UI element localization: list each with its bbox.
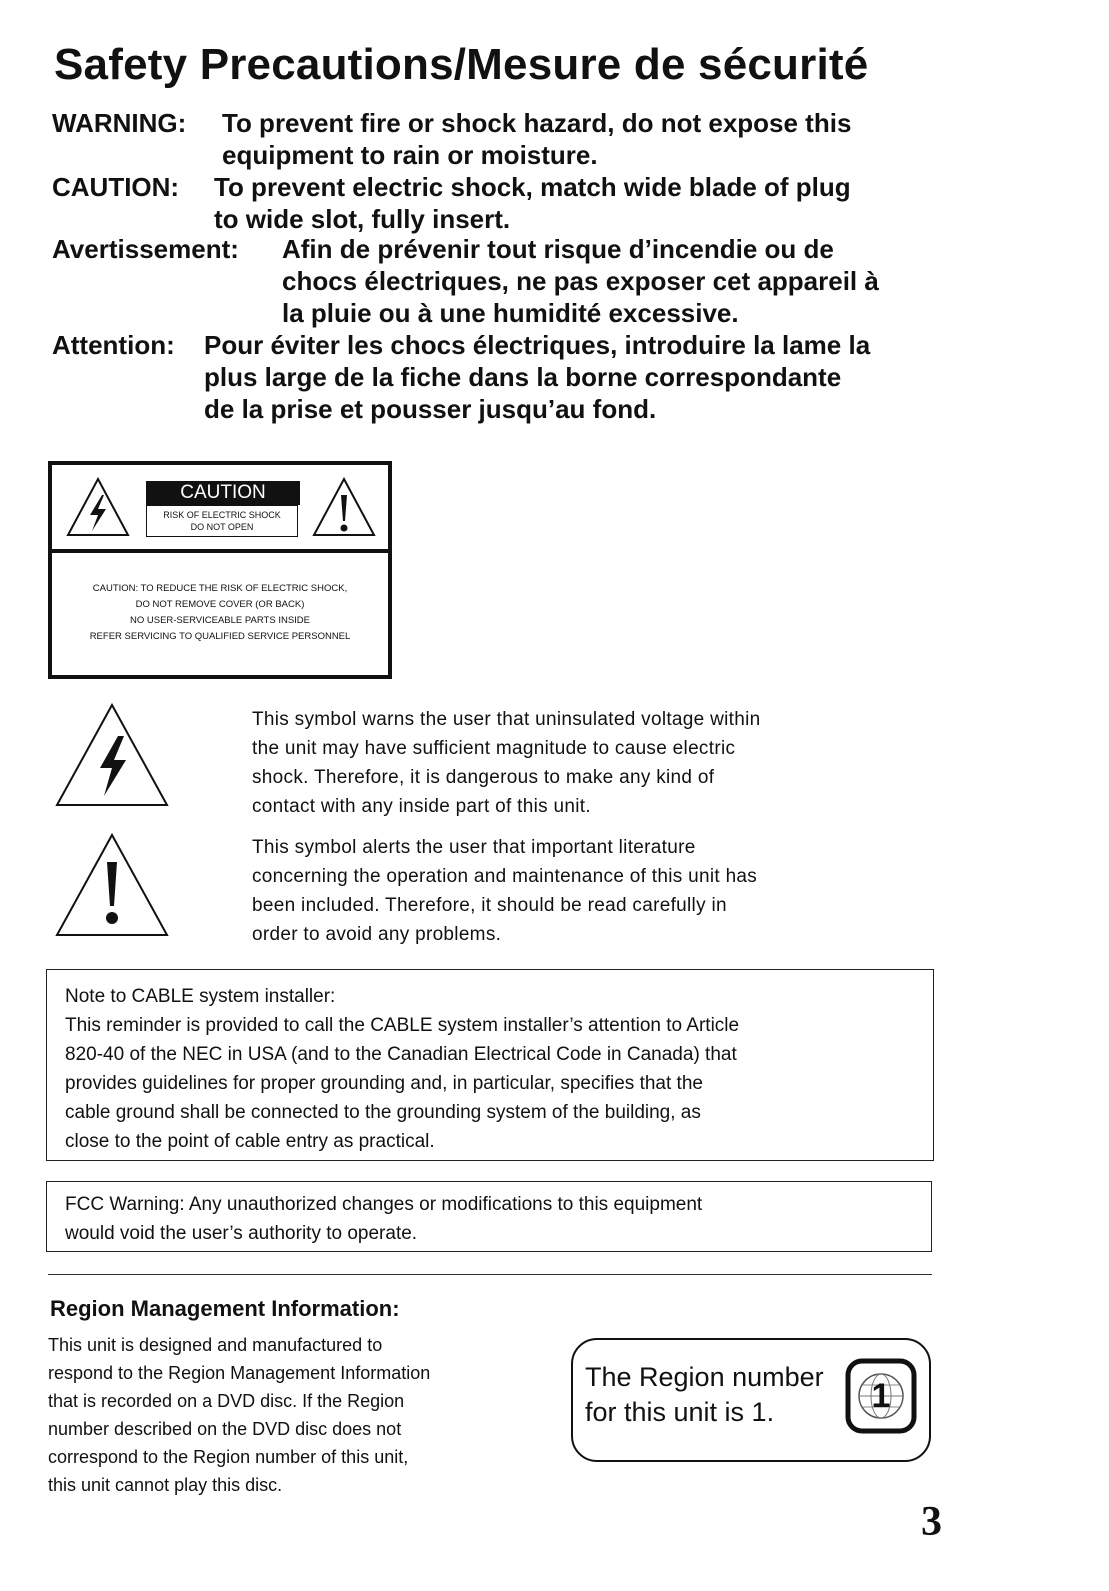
cable-note-line: cable ground shall be connected to the grounding system of the building, as	[65, 1102, 701, 1123]
description-line: This symbol alerts the user that important literature	[252, 837, 696, 858]
page-number: 3	[921, 1499, 942, 1545]
exclamation-warning-icon	[312, 477, 376, 537]
region-description	[48, 1331, 430, 1499]
cable-note-line: provides guidelines for proper grounding and, in particular, specifies that the	[65, 1073, 703, 1094]
warning-line: To prevent fire or shock hazard, do not expose this	[222, 108, 852, 138]
fcc-warning-line: FCC Warning: Any unauthorized changes or modifications to this equipment	[65, 1194, 703, 1215]
region-line: This unit is designed and manufactured to	[48, 1335, 383, 1355]
description-line: shock. Therefore, it is dangerous to make any kind of	[252, 767, 715, 788]
attention-line: Pour éviter les chocs électriques, introduire la lame la	[204, 330, 871, 360]
region-number-box	[571, 1338, 931, 1462]
description-line: contact with any inside part of this unit.	[252, 796, 591, 817]
region-box-line: The Region number	[585, 1362, 824, 1392]
exclamation-warning-icon	[54, 832, 170, 938]
lightning-warning-icon	[66, 477, 130, 537]
description-line: concerning the operation and maintenance of this unit has	[252, 866, 758, 887]
attention-label: Attention:	[52, 330, 175, 360]
warning-label: WARNING:	[52, 108, 187, 138]
avertissement-label: Avertissement:	[52, 234, 239, 264]
lightning-warning-icon	[54, 702, 170, 808]
caution-body-line: DO NOT REMOVE COVER (OR BACK)	[135, 599, 305, 610]
region-number: 1	[871, 1377, 891, 1415]
cable-note-heading: Note to CABLE system installer:	[65, 986, 336, 1007]
avertissement-line: chocs électriques, ne pas exposer cet appareil à	[282, 266, 879, 296]
attention-line: plus large de la fiche dans la borne correspondante	[204, 362, 842, 392]
caution-statement-label: CAUTION:	[52, 172, 180, 202]
description-line: order to avoid any problems.	[252, 924, 502, 945]
lightning-symbol-description	[252, 705, 761, 821]
caution-body-line: NO USER-SERVICEABLE PARTS INSIDE	[129, 615, 311, 626]
warning-line: equipment to rain or moisture.	[222, 140, 598, 170]
fcc-warning-line: would void the user’s authority to operate.	[65, 1223, 418, 1244]
region-line: number described on the DVD disc does not	[48, 1419, 402, 1439]
cable-installer-note	[46, 969, 934, 1161]
caution-line: to wide slot, fully insert.	[214, 204, 511, 234]
region-line: respond to the Region Management Information	[48, 1363, 431, 1383]
region-box-line: for this unit is 1.	[585, 1397, 775, 1427]
section-divider	[48, 1274, 932, 1275]
attention-line: de la prise et pousser jusqu’au fond.	[204, 394, 657, 424]
exclamation-symbol-description	[252, 833, 757, 949]
description-line: the unit may have sufficient magnitude to cause electric	[252, 738, 736, 759]
cable-note-line: This reminder is provided to call the CABLE system installer’s attention to Article	[65, 1015, 740, 1036]
caution-banner: CAUTION	[146, 481, 300, 505]
region-heading: Region Management Information:	[50, 1296, 400, 1321]
caution-body	[52, 581, 388, 645]
caution-subtext	[146, 505, 298, 537]
description-line: This symbol warns the user that uninsulated voltage within	[252, 709, 761, 730]
caution-line: To prevent electric shock, match wide blade of plug	[214, 172, 851, 202]
caution-label	[48, 461, 392, 679]
caution-subtext-line: DO NOT OPEN	[190, 522, 254, 532]
description-line: been included. Therefore, it should be read carefully in	[252, 895, 727, 916]
avertissement-line: Afin de prévenir tout risque d’incendie ou de	[282, 234, 834, 264]
caution-subtext-line: RISK OF ELECTRIC SHOCK	[163, 510, 281, 520]
cable-note-line: 820-40 of the NEC in USA (and to the Canadian Electrical Code in Canada) that	[65, 1044, 737, 1065]
cable-note-line: close to the point of cable entry as practical.	[65, 1131, 435, 1152]
caution-body-line: REFER SERVICING TO QUALIFIED SERVICE PERSONNEL	[89, 631, 351, 642]
region-line: correspond to the Region number of this unit,	[48, 1447, 409, 1467]
caution-body-line: CAUTION: TO REDUCE THE RISK OF ELECTRIC SHOCK,	[92, 583, 348, 594]
fcc-warning	[46, 1181, 932, 1252]
region-line: that is recorded on a DVD disc. If the Region	[48, 1391, 405, 1411]
region-line: this unit cannot play this disc.	[48, 1475, 283, 1495]
page-title: Safety Precautions/Mesure de sécurité	[54, 40, 869, 89]
region-globe-icon	[845, 1358, 917, 1434]
avertissement-line: la pluie ou à une humidité excessive.	[282, 298, 739, 328]
